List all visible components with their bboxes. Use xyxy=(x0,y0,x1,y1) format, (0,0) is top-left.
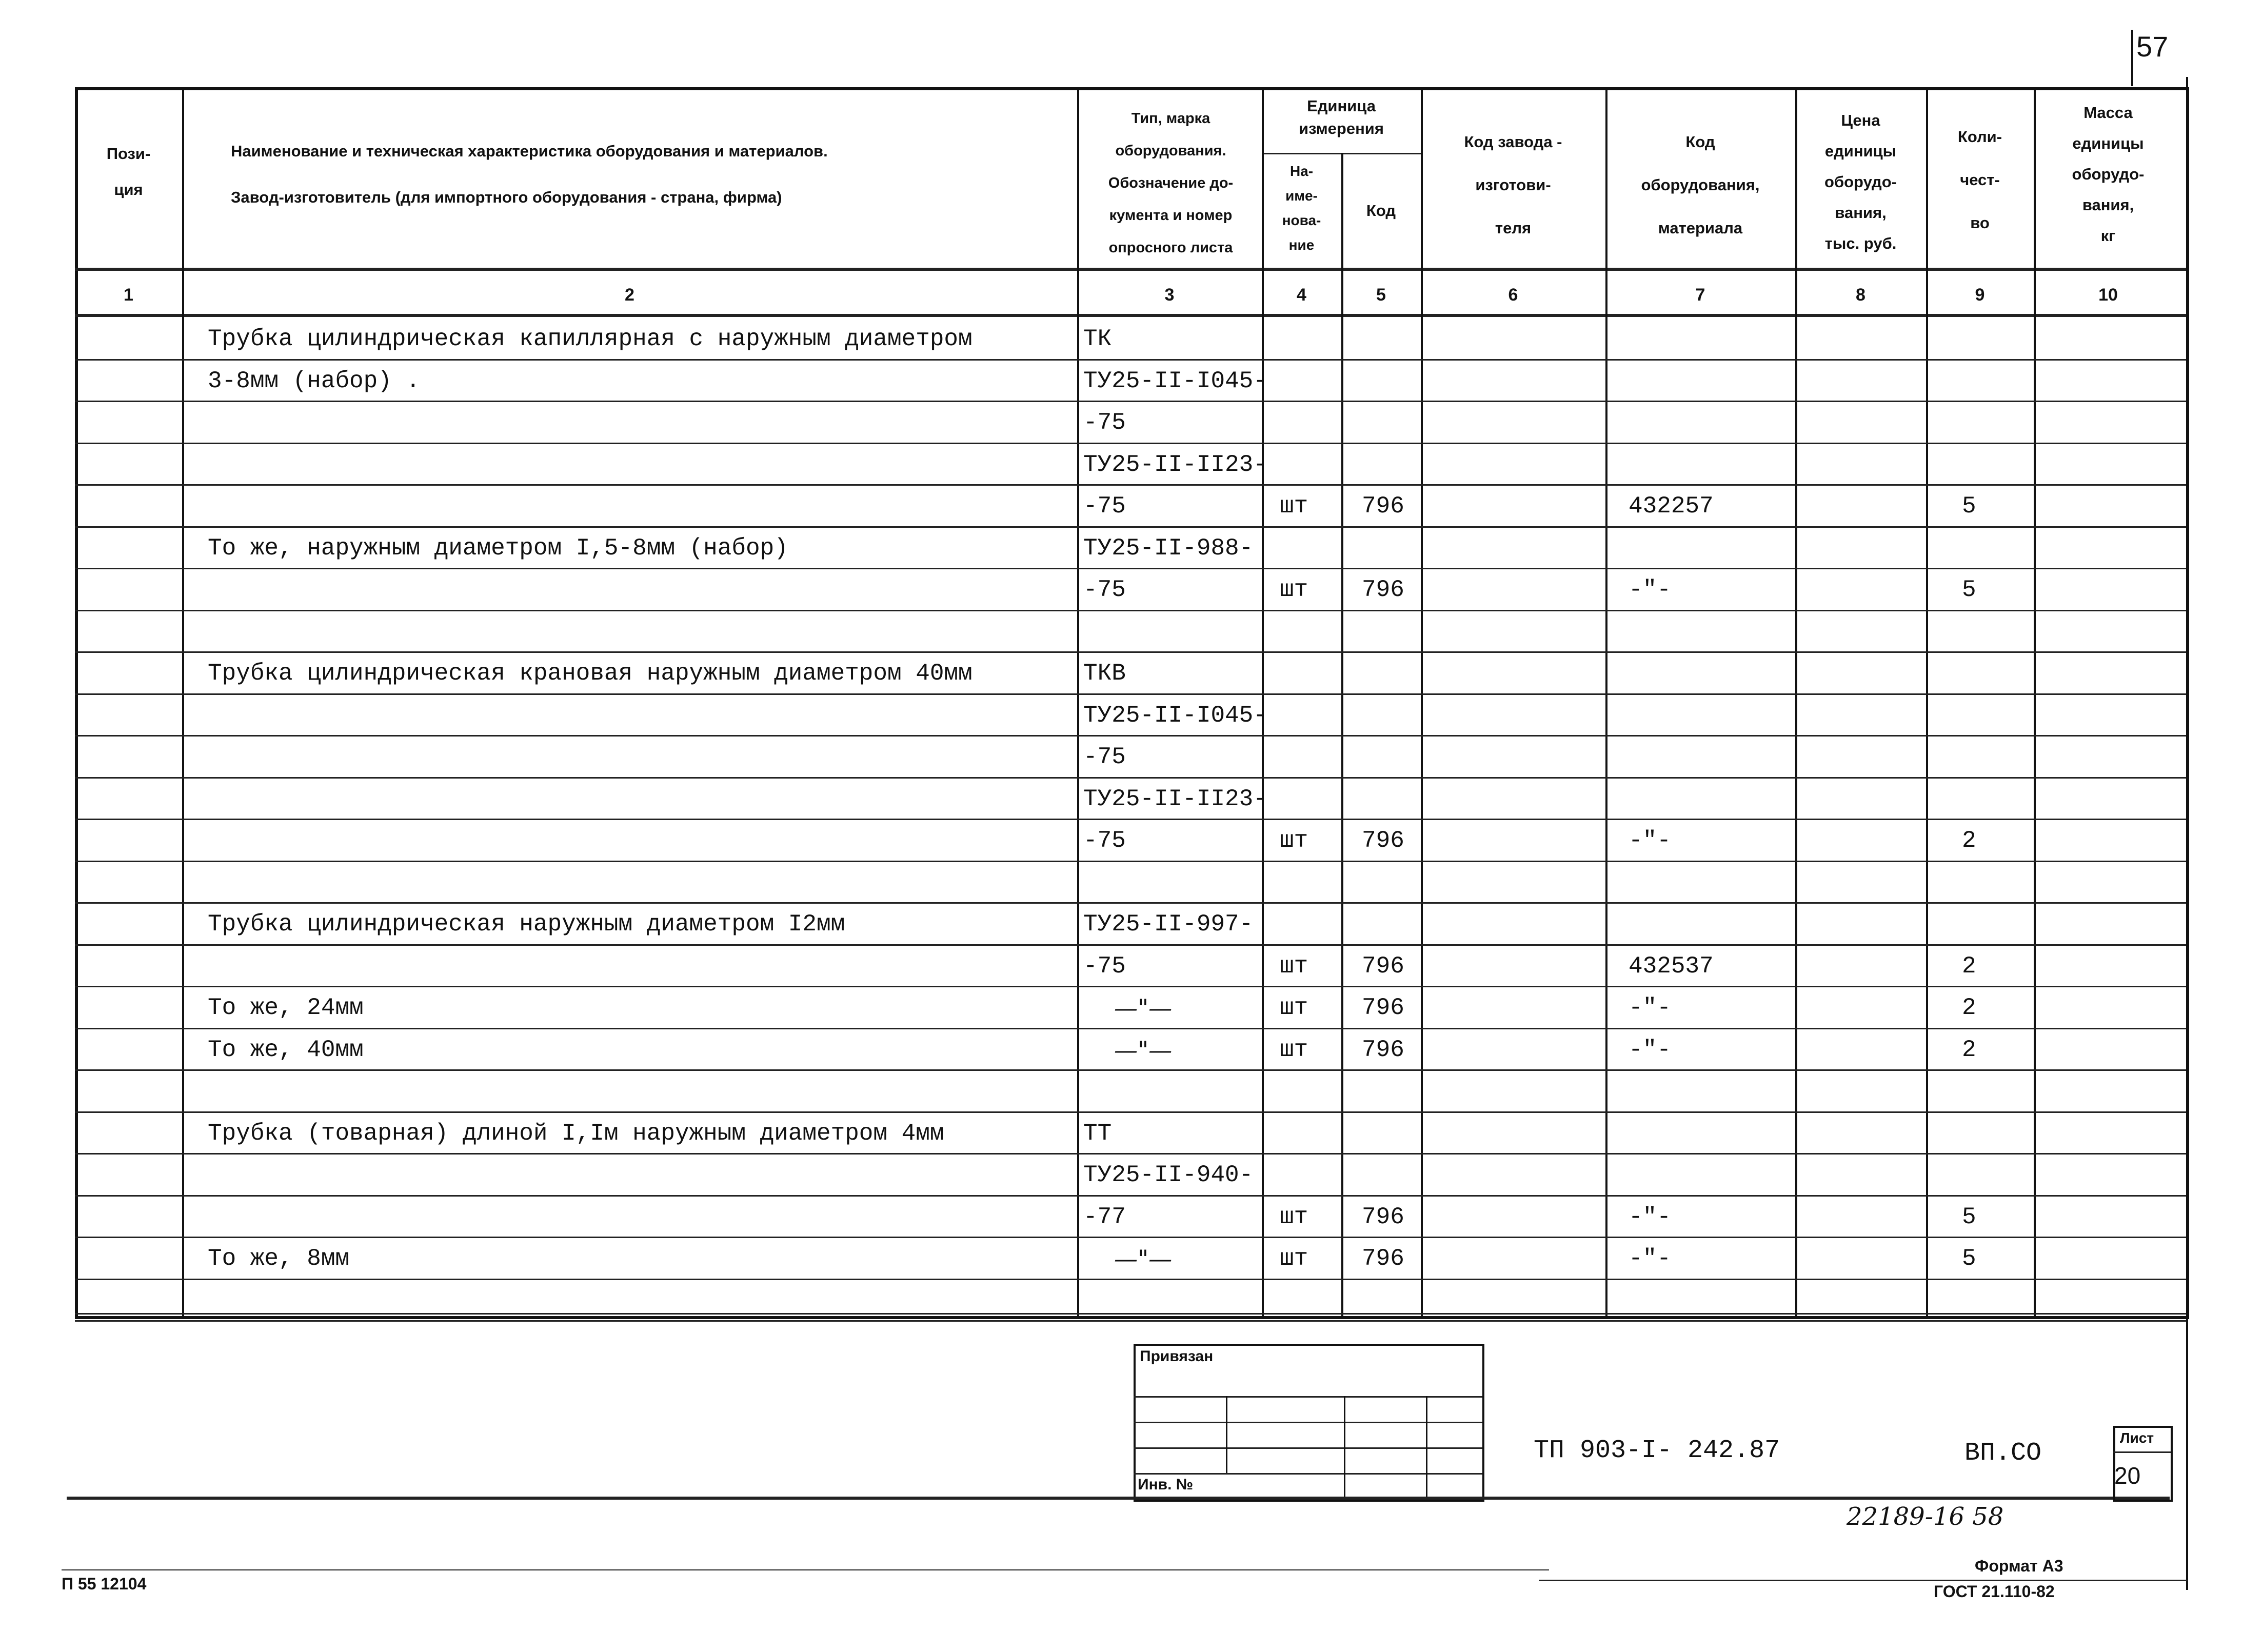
row-divider xyxy=(75,359,2186,361)
row-qty: 5 xyxy=(1962,493,1976,520)
row-qty: 5 xyxy=(1962,1245,1976,1272)
stamp-line-a xyxy=(1134,1396,1482,1398)
row-unit: шт xyxy=(1280,1036,1308,1063)
row-unit: шт xyxy=(1280,576,1308,603)
row-divider xyxy=(75,944,2186,946)
col-line-1 xyxy=(182,87,184,1318)
row-unit: шт xyxy=(1280,994,1308,1021)
col-line-9 xyxy=(2034,87,2036,1318)
row-divider xyxy=(75,443,2186,444)
row-qty: 2 xyxy=(1962,952,1976,980)
colnum-4: 4 xyxy=(1297,285,1306,305)
row-divider xyxy=(75,651,2186,653)
row-type: ТУ25-II-988- xyxy=(1083,534,1254,562)
row-code: 796 xyxy=(1362,994,1404,1021)
row-divider xyxy=(75,1279,2186,1280)
colnum-3: 3 xyxy=(1164,285,1175,305)
left-code: П 55 12104 xyxy=(62,1575,147,1593)
row-name: То же, 24мм xyxy=(208,994,364,1021)
col-line-7 xyxy=(1795,87,1797,1318)
row-type: -75 xyxy=(1083,409,1126,436)
header-bottom-line xyxy=(75,268,2186,271)
stamp-top-line xyxy=(75,1313,2186,1315)
row-divider xyxy=(75,1153,2186,1155)
stamp-vline-2 xyxy=(1344,1396,1345,1499)
row-type: -75 xyxy=(1083,744,1126,770)
sheet-number: 20 xyxy=(2114,1462,2141,1489)
header-col7: Код оборудования, материала xyxy=(1641,133,1760,237)
colnum-6: 6 xyxy=(1508,285,1518,305)
row-qty: 2 xyxy=(1962,1036,1976,1063)
section-code: ВП.СО xyxy=(1964,1439,2042,1468)
row-code: 796 xyxy=(1362,1036,1404,1063)
colnum-1: 1 xyxy=(124,285,133,305)
row-name: Трубка цилиндрическая крановая наружным диаметром 40мм xyxy=(208,660,972,687)
col-line-8 xyxy=(1926,87,1928,1318)
sheet-box-divider xyxy=(2113,1451,2171,1453)
header-col2: Наименование и техническая характеристика оборудования и материалов. Завод-изготовитель (для импортного оборудования - страна, фирма) xyxy=(231,142,828,206)
row-type: ТК xyxy=(1083,326,1112,352)
row-mat-code: 432537 xyxy=(1629,952,1714,980)
row-divider xyxy=(75,819,2186,820)
row-mat-code: -"- xyxy=(1629,1036,1671,1063)
stamp-bottom-line xyxy=(67,1497,2170,1500)
row-type: ТУ25-II-II23- xyxy=(1083,451,1267,478)
page-number: 57 xyxy=(2136,30,2169,63)
row-type: ТУ25-II-940- xyxy=(1083,1162,1254,1188)
row-divider xyxy=(75,986,2186,987)
gost-label: ГОСТ 21.110-82 xyxy=(1934,1582,2055,1601)
row-divider xyxy=(75,1111,2186,1113)
page-right-border xyxy=(2186,77,2188,1590)
row-mat-code: -"- xyxy=(1629,994,1671,1021)
row-divider xyxy=(75,484,2186,486)
colnum-bottom-line xyxy=(75,314,2186,317)
row-name: 3-8мм (набор) . xyxy=(208,367,421,394)
row-unit: шт xyxy=(1280,493,1308,520)
row-name: То же, 8мм xyxy=(208,1245,350,1272)
row-unit: шт xyxy=(1280,827,1308,854)
stamp-line-c xyxy=(1134,1447,1482,1449)
row-type: ТКВ xyxy=(1083,660,1126,687)
header-col6: Код завода - изготови- теля xyxy=(1464,133,1562,237)
row-mat-code: -"- xyxy=(1629,576,1671,603)
row-type: -75 xyxy=(1083,576,1126,603)
col-line-2 xyxy=(1077,87,1079,1318)
row-divider xyxy=(75,401,2186,402)
row-type: -75 xyxy=(1083,827,1126,854)
row-name: Трубка цилиндрическая наружным диаметром I2мм xyxy=(208,911,845,938)
row-divider xyxy=(75,1069,2186,1071)
row-code: 796 xyxy=(1362,1203,1404,1230)
format-line xyxy=(1539,1580,2188,1581)
stamp-inv-no: Инв. № xyxy=(1138,1476,1194,1493)
row-type: ТУ25-II-I045- xyxy=(1083,702,1267,729)
row-qty: 2 xyxy=(1962,827,1976,854)
row-unit: шт xyxy=(1280,952,1308,980)
row-type: ТУ25-II-997- xyxy=(1083,911,1254,938)
row-mat-code: -"- xyxy=(1629,1203,1671,1230)
colnum-9: 9 xyxy=(1975,285,1985,305)
row-type: —"— xyxy=(1114,1036,1173,1064)
row-divider xyxy=(75,526,2186,528)
handwritten-number: 22189-16 58 xyxy=(1847,1502,2004,1531)
stamp-line-b xyxy=(1134,1422,1482,1423)
row-unit: шт xyxy=(1280,1245,1308,1272)
row-code: 796 xyxy=(1362,952,1404,980)
row-type: ТУ25-II-II23- xyxy=(1083,785,1267,812)
stamp-vline-1 xyxy=(1226,1396,1227,1473)
row-divider xyxy=(75,735,2186,737)
row-type: —"— xyxy=(1114,1245,1173,1272)
row-type: -75 xyxy=(1083,493,1126,520)
row-divider xyxy=(75,1320,2186,1322)
col-line-6 xyxy=(1605,87,1607,1318)
row-divider xyxy=(75,1237,2186,1238)
row-divider xyxy=(75,902,2186,904)
row-qty: 5 xyxy=(1962,1203,1976,1230)
row-name: То же, 40мм xyxy=(208,1036,364,1063)
row-name: Трубка цилиндрическая капиллярная с наружным диаметром xyxy=(208,326,972,352)
page-number-tick xyxy=(2131,30,2133,86)
row-code: 796 xyxy=(1362,1245,1404,1272)
row-code: 796 xyxy=(1362,493,1404,520)
header-col5: Код xyxy=(1366,202,1396,220)
row-code: 796 xyxy=(1362,576,1404,603)
header-col3: Тип, марка оборудования. Обозначение до- кумента и номер опросного листа xyxy=(1108,110,1234,256)
bottom-page-line xyxy=(62,1569,1549,1570)
header-col10: Масса единицы оборудо- вания, кг xyxy=(2072,104,2145,245)
format-label: Формат А3 xyxy=(1975,1557,2063,1575)
stamp-privyazan: Привязан xyxy=(1140,1348,1214,1365)
colnum-5: 5 xyxy=(1376,285,1386,305)
row-qty: 5 xyxy=(1962,576,1976,603)
header-col9: Коли- чест- во xyxy=(1957,128,2002,232)
row-type: —"— xyxy=(1114,994,1173,1022)
colnum-7: 7 xyxy=(1695,285,1705,305)
row-divider xyxy=(75,693,2186,695)
header-col1: Пози- ция xyxy=(106,145,151,198)
colnum-8: 8 xyxy=(1856,285,1865,305)
row-name: То же, наружным диаметром I,5-8мм (набор) xyxy=(208,534,788,562)
header-unit-group: Единица измерения xyxy=(1299,97,1384,137)
sheet-label: Лист xyxy=(2120,1430,2154,1446)
stamp-vline-3 xyxy=(1426,1396,1427,1499)
row-divider xyxy=(75,1028,2186,1029)
stamp-line-d xyxy=(1134,1473,1482,1475)
row-code: 796 xyxy=(1362,827,1404,854)
row-divider xyxy=(75,610,2186,611)
row-type: -77 xyxy=(1083,1203,1126,1230)
header-col4: На- име- нова- ние xyxy=(1282,163,1321,253)
row-qty: 2 xyxy=(1962,994,1976,1021)
row-unit: шт xyxy=(1280,1203,1308,1230)
row-mat-code: -"- xyxy=(1629,827,1671,854)
colnum-10: 10 xyxy=(2098,285,2118,305)
col-line-5 xyxy=(1421,87,1423,1318)
row-type: -75 xyxy=(1083,952,1126,980)
header-col8: Цена единицы оборудо- вания, тыс. руб. xyxy=(1824,111,1897,252)
row-mat-code: -"- xyxy=(1629,1245,1671,1272)
row-name: Трубка (товарная) длиной I,Iм наружным диаметром 4мм xyxy=(208,1120,944,1147)
row-divider xyxy=(75,568,2186,569)
row-mat-code: 432257 xyxy=(1629,493,1714,520)
row-type: ТУ25-II-I045- xyxy=(1083,367,1267,394)
colnum-2: 2 xyxy=(625,285,634,305)
doc-code: ТП 903-I- 242.87 xyxy=(1534,1436,1780,1465)
row-divider xyxy=(75,861,2186,862)
row-type: ТТ xyxy=(1083,1120,1112,1147)
row-divider xyxy=(75,1195,2186,1197)
row-divider xyxy=(75,777,2186,779)
